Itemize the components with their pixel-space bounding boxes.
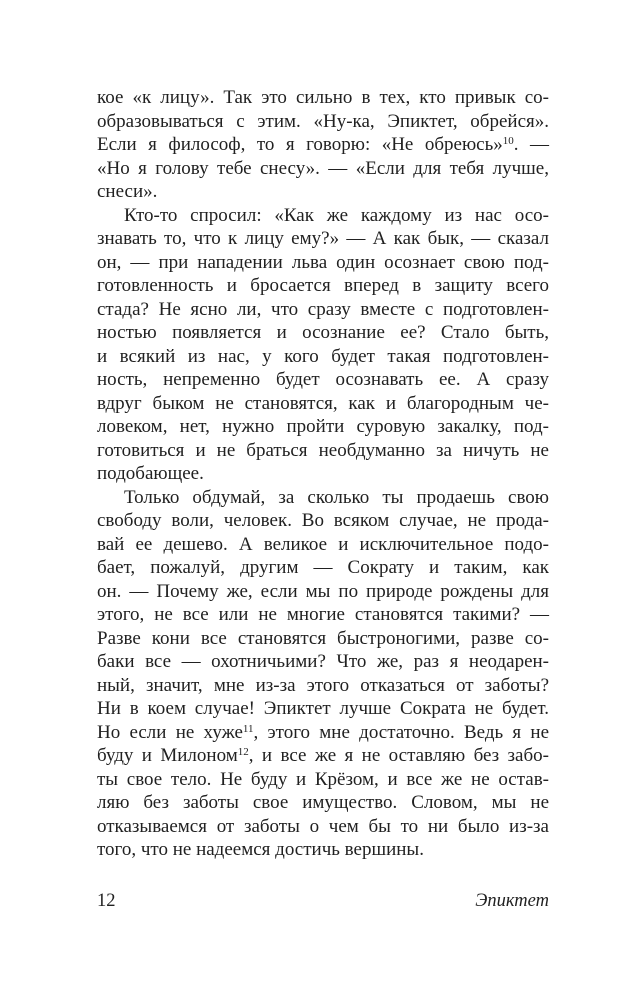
text-run: готовленность и бросается вперед в защиту всего — [97, 275, 549, 296]
text-run: этого, не все или не многие становятся такими? — — [97, 604, 549, 625]
text-run: вай ее дешево. А великое и исключительное подо- — [97, 533, 549, 555]
footnote-ref: 10 — [502, 135, 514, 147]
text-run: отказываемся от заботы о чем бы то ни было из-за — [97, 815, 549, 837]
text-run: знавать то, что к лицу ему?» — А как бык, — сказал — [97, 228, 549, 249]
text-run: «Но я голову тебе снесу». — «Если для тебя лучше, — [97, 157, 549, 179]
text-line — [97, 697, 549, 721]
text-run: ловеком, нет, нужно пройти суровую закалку, под- — [97, 416, 549, 437]
page-footer — [97, 890, 549, 913]
text-line — [97, 180, 549, 204]
footnote-ref: 12 — [237, 746, 249, 758]
text-run: , этого мне достаточно. Ведь я не — [253, 721, 550, 743]
text-line — [97, 580, 549, 604]
text-line — [97, 815, 549, 839]
text-run: стада? Не ясно ли, что сразу вместе с подготовлен- — [97, 298, 549, 320]
text-run: свободу воли, человек. Во всяком случае, не прода- — [97, 510, 549, 531]
paragraph — [97, 204, 549, 486]
text-line — [97, 321, 549, 345]
text-line — [97, 251, 549, 275]
text-run: вдруг быком не становятся, как и благородным че- — [97, 392, 549, 414]
text-line — [97, 509, 549, 533]
text-line — [97, 110, 549, 134]
text-line — [97, 345, 549, 369]
text-run: Разве кони все становятся быстроногими, разве со- — [97, 627, 549, 649]
text-line — [97, 392, 549, 416]
text-line — [97, 556, 549, 580]
text-line — [97, 86, 549, 110]
text-line — [97, 791, 549, 815]
text-line — [97, 650, 549, 674]
page-text — [97, 86, 549, 862]
text-line — [97, 768, 549, 792]
text-run: баки все — охотничьими? Что же, раз я неодарен- — [97, 651, 549, 672]
page-number: 12 — [97, 891, 116, 911]
text-line — [97, 674, 549, 698]
text-line — [97, 133, 549, 157]
text-line — [97, 227, 549, 251]
text-run: снеси». — [97, 181, 158, 202]
footnote-ref: 11 — [242, 722, 254, 735]
text-run: буду и Милоном — [97, 745, 238, 766]
text-run: бает, пожалуй, другим — Сократу и таким, как — [97, 557, 549, 578]
text-line — [97, 157, 549, 181]
text-run: ляю без заботы свое имущество. Словом, мы не — [97, 792, 549, 813]
text-run: готовиться и не браться необдуманно за ничуть не — [97, 439, 549, 461]
text-run: Но если не хуже — [97, 721, 243, 743]
text-run: он. — Почему же, если мы по природе рождены для — [97, 580, 549, 602]
text-line — [97, 368, 549, 392]
text-run: он, — при нападении льва один осознает свою под- — [97, 251, 549, 273]
paragraph — [97, 486, 549, 862]
text-line — [97, 415, 549, 439]
text-line — [97, 603, 549, 627]
text-run: Ни в коем случае! Эпиктет лучше Сократа не будет. — [97, 698, 549, 719]
text-run: ностью появляется и осознание ее? Стало быть, — [97, 322, 549, 343]
running-title: Эпиктет — [475, 891, 549, 911]
text-line — [97, 533, 549, 557]
text-line — [97, 721, 549, 745]
text-line — [97, 439, 549, 463]
text-run: подобающее. — [97, 463, 204, 484]
text-line — [97, 838, 549, 862]
text-line — [97, 462, 549, 486]
text-line — [97, 486, 549, 510]
text-run: Кто-то спросил: «Как же каждому из нас осо- — [124, 204, 549, 226]
text-line — [97, 204, 549, 228]
text-run: образовываться с этим. «Ну-ка, Эпиктет, обрейся». — [97, 110, 549, 132]
text-line — [97, 744, 549, 768]
paragraph — [97, 86, 549, 204]
text-run: того, что не надеемся достичь вершины. — [97, 839, 424, 860]
text-run: ный, значит, мне из-за этого отказаться от заботы? — [97, 674, 549, 696]
text-line — [97, 298, 549, 322]
text-line — [97, 627, 549, 651]
text-run: ты свое тело. Не буду и Крёзом, и все же не остав- — [97, 768, 549, 790]
text-run: ность, непременно будет осознавать ее. А сразу — [97, 369, 549, 390]
text-run: Если я философ, то я говорю: «Не обреюсь» — [97, 134, 503, 155]
text-run: . — — [513, 134, 549, 155]
text-run: и всякий из нас, у кого будет такая подготовлен- — [97, 345, 549, 367]
text-run: , и все же я не оставляю без забо- — [248, 745, 549, 766]
text-run: Только обдумай, за сколько ты продаешь свою — [124, 486, 549, 508]
text-line — [97, 274, 549, 298]
text-run: кое «к лицу». Так это сильно в тех, кто привык со- — [97, 87, 549, 108]
